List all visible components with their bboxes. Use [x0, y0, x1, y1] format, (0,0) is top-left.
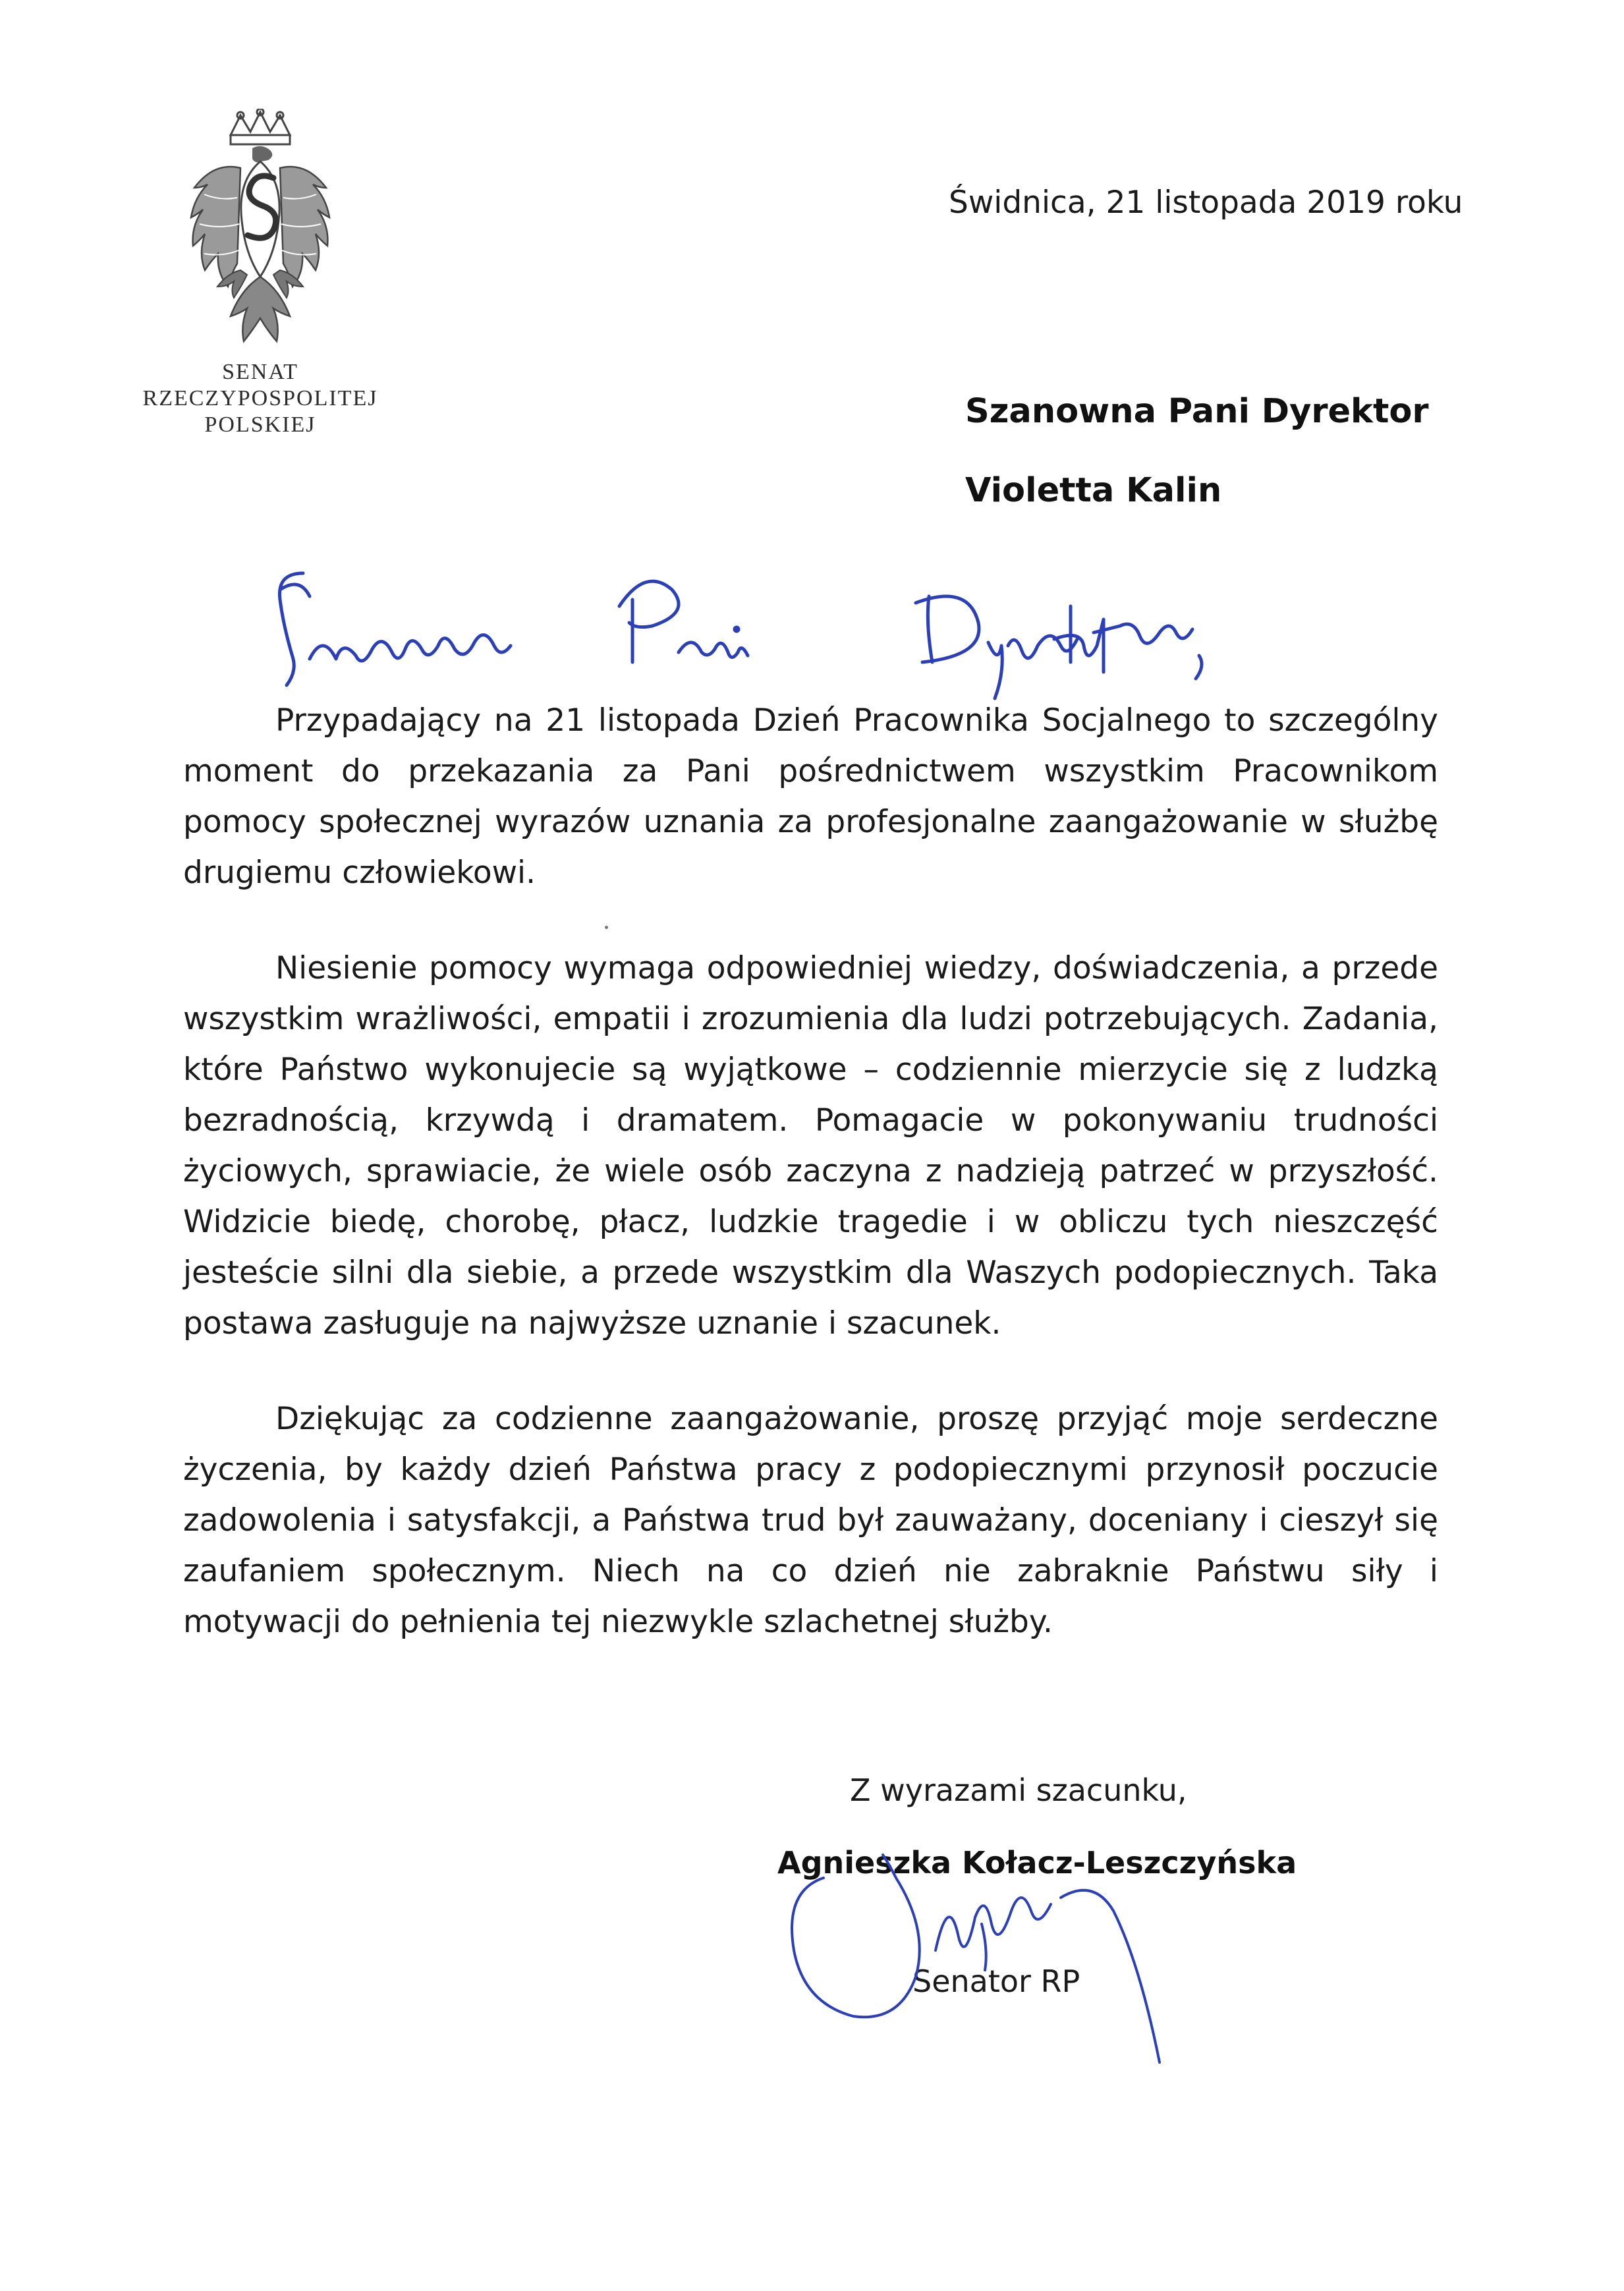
addressee-title: Szanowna Pani Dyrektor: [965, 392, 1429, 431]
letter-body: [183, 695, 1438, 1692]
body-paragraph: Dziękując za codzienne zaangażowanie, proszę przyjąć moje serdeczne życzenia, by każdy dzień Państwa pracy z podopiecznymi przynosił poczucie zadowolenia i satysfakcji, a Państwa trud był zauważany, doceniany i cieszył się zaufaniem społecznym. Niech na co dzień nie zabraknie Państwu siły i motywacji do pełnienia tej niezwykle szlachetnej służby.: [183, 1401, 1438, 1640]
body-paragraph: Niesienie pomocy wymaga odpowiedniej wiedzy, doświadczenia, a przede wszystkim wrażliwości, empatii i zrozumienia dla ludzi potrzebujących. Zadania, które Państwo wykonujecie są wyjątkowe – codziennie mierzycie się z ludzką bezradnością, krzywdą i dramatem. Pomagacie w pokonywaniu trudności życiowych, sprawiacie, że wiele osób zaczyna z nadzieją patrzeć w przyszłość. Widzicie biedę, chorobę, płacz, ludzkie tragedie i w obliczu tych nieszczęść jesteście silni dla siebie, a przede wszystkim dla Waszych podopiecznych. Taka postawa zasługuje na najwyższe uznanie i szacunek.: [183, 950, 1438, 1342]
signer-name: Agnieszka Kołacz-Leszczyńska: [777, 1845, 1297, 1881]
institution-line: RZECZYPOSPOLITEJ: [142, 386, 378, 410]
senate-eagle-emblem-icon: [175, 109, 346, 362]
signer-title: Senator RP: [912, 1964, 1080, 1999]
body-paragraph: Przypadający na 21 listopada Dzień Pracownika Socjalnego to szczególny moment do przekazania za Pani pośrednictwem wszystkim Pracownikom pomocy społecznej wyrazów uznania za profesjonalne zaangażowanie w służbę drugiemu człowiekowi.: [183, 702, 1438, 891]
date-line: Świdnica, 21 listopada 2019 roku: [949, 184, 1463, 221]
scan-speck: [605, 926, 608, 929]
handwritten-salutation: [264, 560, 1318, 705]
institution-name: [112, 359, 408, 438]
addressee-name: Violetta Kalin: [965, 471, 1222, 510]
institution-line: POLSKIEJ: [204, 412, 316, 437]
closing-regards: Z wyrazami szacunku,: [850, 1772, 1187, 1808]
institution-line: SENAT: [222, 360, 298, 384]
